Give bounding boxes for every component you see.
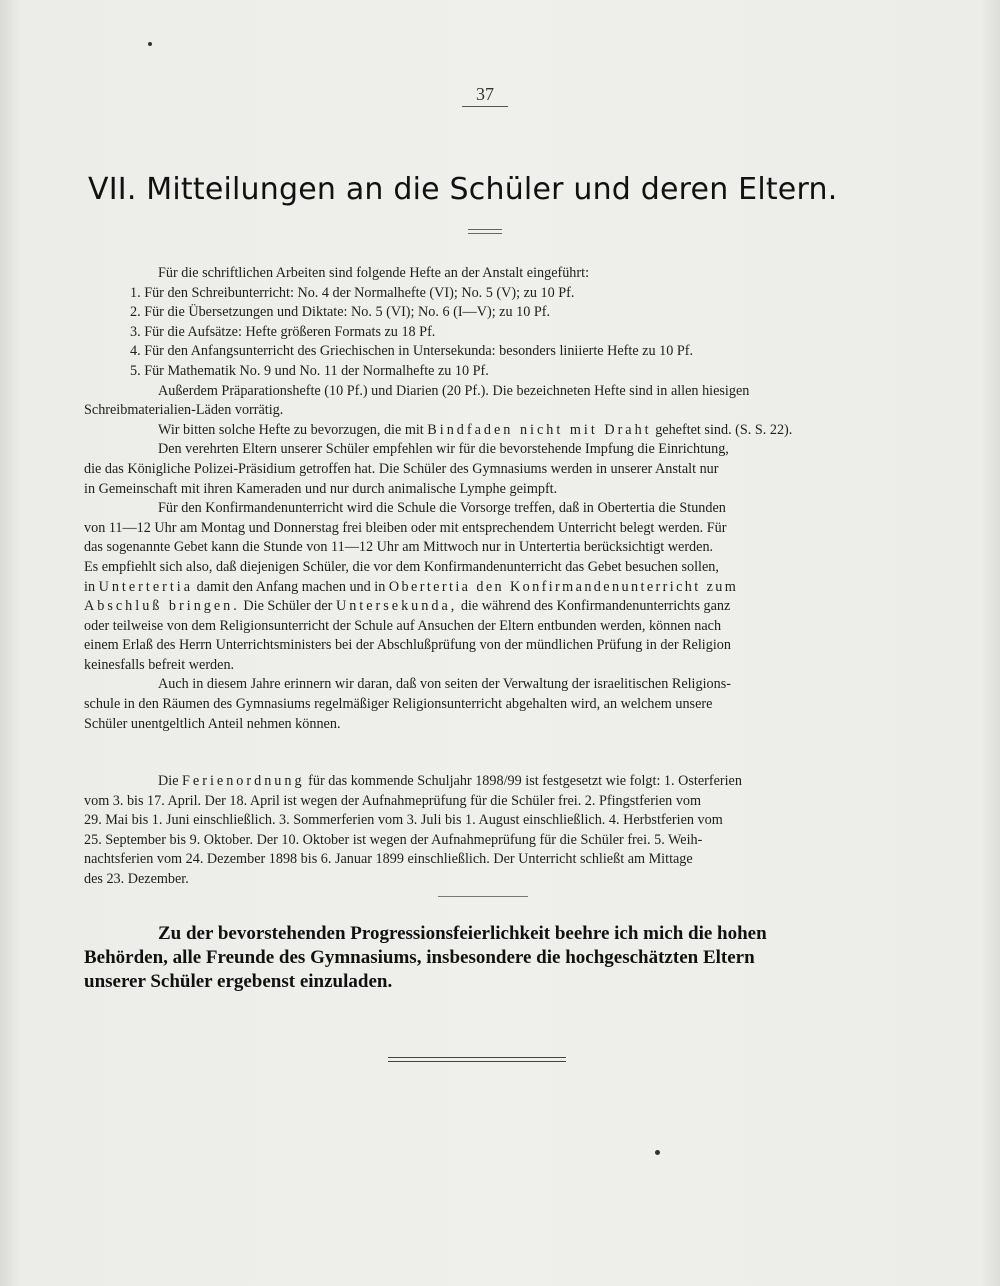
end-rule xyxy=(388,1061,566,1062)
konfirmanden-text: in xyxy=(84,578,99,595)
impfung-line: Den verehrten Eltern unserer Schüler empfehlen wir für die bevorstehende Impfung die Einrichtung, xyxy=(158,441,729,458)
konfirmanden-line: einem Erlaß des Herrn Unterrichtsministers bei der Abschlußprüfung von der mündlichen Prüfung in der Religion xyxy=(84,637,731,654)
konfirmanden-line: keinesfalls befreit werden. xyxy=(84,656,235,673)
ferien-line: des 23. Dezember. xyxy=(84,870,189,887)
hefte-section xyxy=(84,264,880,734)
konfirmanden-line: von 11—12 Uhr am Montag und Donnerstag frei bleiben oder mit entsprechendem Unterricht belegt werden. Für xyxy=(84,519,727,536)
ferien-line: vom 3. bis 17. April. Der 18. April ist wegen der Aufnahmeprüfung für die Schüler frei. 2. Pfingstferien vom xyxy=(84,792,702,809)
konfirmanden-text: die während des Konfirmandenunterrichts ganz xyxy=(457,598,731,615)
religion-line: schule in den Räumen des Gymnasiums regelmäßiger Religionsunterricht abgehalten wird, an welchem unsere xyxy=(84,696,713,713)
konfirmanden-line xyxy=(84,597,880,617)
section-divider xyxy=(438,896,528,897)
hefte-item: 3. Für die Aufsätze: Hefte größeren Formats zu 18 Pf. xyxy=(130,323,436,340)
ferien-text: Die xyxy=(158,773,183,789)
konfirmanden-line xyxy=(84,578,880,598)
ferien-line: 29. Mai bis 1. Juni einschließlich. 3. Sommerferien vom 3. Juli bis 1. August einschließlich. 4. Herbstferien vom xyxy=(84,812,723,829)
bitte-text: geheftet sind. (S. S. 22). xyxy=(651,421,793,438)
ferien-emphasis: Ferienordnung xyxy=(182,773,305,789)
bitte-line xyxy=(84,421,880,441)
scan-speck xyxy=(655,1150,660,1155)
ferien-section xyxy=(84,772,880,890)
closing-line: Zu der bevorstehenden Progressionsfeierlichkeit beehre ich mich die hohen xyxy=(158,923,767,944)
heading-ornament xyxy=(468,229,502,234)
end-rule xyxy=(388,1057,566,1058)
konfirmanden-emphasis: Untersekunda, xyxy=(335,598,458,615)
closing-invitation xyxy=(84,922,884,994)
ferien-text: für das kommende Schuljahr 1898/99 ist festgesetzt wie folgt: 1. Osterferien xyxy=(304,773,742,789)
bitte-emphasis: Bindfaden nicht mit Draht xyxy=(427,421,652,438)
closing-line: unserer Schüler ergebenst einzuladen. xyxy=(84,971,393,992)
konfirmanden-line: oder teilweise von dem Religionsunterricht der Schule auf Ansuchen der Eltern entbunden werden, können nach xyxy=(84,617,722,634)
hefte-item: 5. Für Mathematik No. 9 und No. 11 der Normalhefte zu 10 Pf. xyxy=(130,362,489,379)
hefte-item: 2. Für die Übersetzungen und Diktate: No. 5 (VI); No. 6 (I—V); zu 10 Pf. xyxy=(130,304,551,321)
hefte-intro: Für die schriftlichen Arbeiten sind folgende Hefte an der Anstalt eingeführt: xyxy=(158,265,590,281)
praeparation-line: Außerdem Präparationshefte (10 Pf.) und Diarien (20 Pf.). Die bezeichneten Hefte sind in allen hiesigen xyxy=(158,382,750,399)
page-number: 37 xyxy=(476,84,494,104)
chapter-heading: VII. Mitteilungen an die Schüler und deren Eltern. xyxy=(88,172,838,207)
konfirmanden-line: das sogenannte Gebet kann die Stunde von 11—12 Uhr am Mittwoch nur in Untertertia berücksichtigt werden. xyxy=(84,539,714,556)
hefte-item: 1. Für den Schreibunterricht: No. 4 der Normalhefte (VI); No. 5 (V); zu 10 Pf. xyxy=(130,284,575,301)
konfirmanden-line: Es empfiehlt sich also, daß diejenigen Schüler, die vor dem Konfirmandenunterricht das Gebet besuchen sollen, xyxy=(84,558,719,575)
religion-line: Auch in diesem Jahre erinnern wir daran, daß von seiten der Verwaltung der israelitischen Religions- xyxy=(158,676,731,693)
scan-speck xyxy=(148,42,152,46)
ferien-line: 25. September bis 9. Oktober. Der 10. Oktober ist wegen der Aufnahmeprüfung für die Schüler frei. 5. Weih- xyxy=(84,831,703,848)
bitte-text: Wir bitten solche Hefte zu bevorzugen, die mit xyxy=(158,421,428,438)
ferien-line xyxy=(84,772,880,792)
closing-line: Behörden, alle Freunde des Gymnasiums, insbesondere die hochgeschätzten Eltern xyxy=(84,947,755,968)
ferien-line: nachtsferien vom 24. Dezember 1898 bis 6. Januar 1899 einschließlich. Der Unterricht schließt am Mittage xyxy=(84,851,693,868)
konfirmanden-emphasis: Untertertia xyxy=(98,578,194,595)
impfung-line: die das Königliche Polizei-Präsidium getroffen hat. Die Schüler des Gymnasiums werden in unserer Anstalt nur xyxy=(84,460,719,477)
religion-line: Schüler unentgeltlich Anteil nehmen können. xyxy=(84,715,341,732)
page-number-rule xyxy=(462,106,508,107)
hefte-item: 4. Für den Anfangsunterricht des Griechischen in Untersekunda: besonders liniierte Hefte zu 10 Pf. xyxy=(130,343,694,360)
praeparation-line: Schreibmaterialien-Läden vorrätig. xyxy=(84,402,284,419)
konfirmanden-text: Die Schüler der xyxy=(239,598,336,615)
konfirmanden-emphasis: Obertertia den Konfirmandenunterricht zum xyxy=(388,578,739,595)
impfung-line: in Gemeinschaft mit ihren Kameraden und nur durch animalische Lymphe geimpft. xyxy=(84,480,558,497)
konfirmanden-emphasis: Abschluß bringen. xyxy=(84,598,240,615)
konfirmanden-line: Für den Konfirmandenunterricht wird die Schule die Vorsorge treffen, daß in Obertertia die Stunden xyxy=(158,500,726,517)
konfirmanden-text: damit den Anfang machen und in xyxy=(193,578,389,595)
